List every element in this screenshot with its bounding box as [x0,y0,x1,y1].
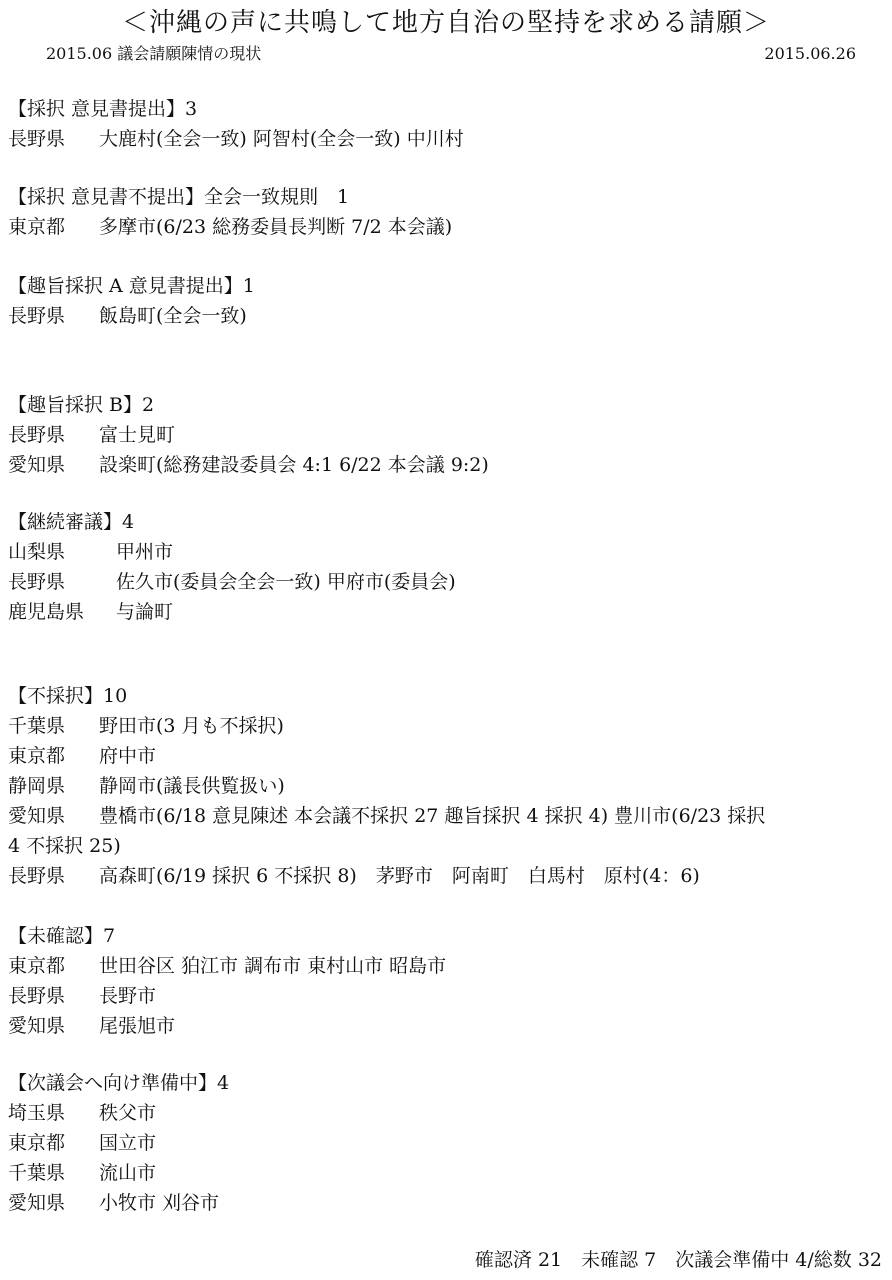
list-item [8,538,888,568]
status-section [8,95,888,155]
list-item [8,302,888,332]
list-item [8,742,888,772]
section-heading: 【未確認】7 [8,925,116,947]
prefecture-label: 長野県 [8,305,66,327]
municipality-list: 長野市 [99,985,157,1007]
municipality-list: 尾張旭市 [99,1015,176,1037]
prefecture-label: 鹿児島県 [8,601,85,623]
list-item [8,802,888,832]
prefecture-label: 長野県 [8,985,66,1007]
municipality-list: 設楽町(総務建設委員会 4:1 6/22 本会議 9:2) [99,454,489,476]
document-subtitle: 2015.06 議会請願陳情の現状 [46,44,262,63]
list-item [8,421,888,451]
prefecture-label: 千葉県 [8,715,66,737]
prefecture-label: 長野県 [8,571,66,593]
list-item [8,772,888,802]
prefecture-label: 静岡県 [8,775,66,797]
list-item [8,598,888,628]
prefecture-label: 千葉県 [8,1162,66,1184]
prefecture-label: 愛知県 [8,1192,66,1214]
prefecture-label: 長野県 [8,865,66,887]
prefecture-label: 愛知県 [8,1015,66,1037]
status-section [8,183,888,243]
municipality-list: 世田谷区 狛江市 調布市 東村山市 昭島市 [99,955,447,977]
section-heading: 【継続審議】4 [8,511,135,533]
municipality-list: 府中市 [99,745,157,767]
municipality-list: 与論町 [116,601,174,623]
prefecture-label: 東京都 [8,1132,66,1154]
list-item [8,712,888,742]
summary-footer: 確認済 21 未確認 7 次議会準備中 4/総数 32 [474,1249,882,1271]
status-section [8,682,888,892]
section-heading: 【次議会へ向け準備中】4 [8,1072,230,1094]
status-section [8,1069,888,1219]
municipality-list: 国立市 [99,1132,157,1154]
prefecture-label: 愛知県 [8,805,66,827]
prefecture-label: 東京都 [8,955,66,977]
municipality-list: 飯島町(全会一致) [99,305,247,327]
municipality-list: 高森町(6/19 採択 6 不採択 8) 茅野市 阿南町 白馬村 原村(4：6) [99,865,700,887]
section-heading: 【趣旨採択 A 意見書提出】1 [8,275,255,297]
municipality-list: 富士見町 [99,424,176,446]
municipality-list: 4 不採択 25) [8,835,121,857]
section-heading: 【不採択】10 [8,685,128,707]
municipality-list: 多摩市(6/23 総務委員長判断 7/2 本会議) [99,216,453,238]
list-item [8,451,888,481]
municipality-list: 豊橋市(6/18 意見陳述 本会議不採択 27 趣旨採択 4 採択 4) 豊川市(6/23 採択 [99,805,766,827]
section-heading: 【趣旨採択 B】2 [8,394,155,416]
status-section [8,508,888,628]
document-date: 2015.06.26 [764,44,856,63]
section-heading: 【採択 意見書不提出】全会一致規則 1 [8,186,350,208]
prefecture-label: 山梨県 [8,541,66,563]
document-title: ＜沖縄の声に共鳴して地方自治の堅持を求める請願＞ [121,8,770,38]
municipality-list: 秩父市 [99,1102,157,1124]
prefecture-label: 長野県 [8,128,66,150]
status-section [8,922,888,1042]
prefecture-label: 長野県 [8,424,66,446]
list-item [8,1189,888,1219]
list-item [8,1012,888,1042]
municipality-list: 小牧市 刈谷市 [99,1192,220,1214]
municipality-list: 大鹿村(全会一致) 阿智村(全会一致) 中川村 [99,128,464,150]
municipality-list: 流山市 [99,1162,157,1184]
list-item [8,568,888,598]
list-item [8,862,888,892]
municipality-list: 佐久市(委員会全会一致) 甲府市(委員会) [116,571,456,593]
list-item [8,982,888,1012]
list-item [8,213,888,243]
section-heading: 【採択 意見書提出】3 [8,98,198,120]
status-section [8,272,888,332]
list-item [8,125,888,155]
prefecture-label: 東京都 [8,745,66,767]
municipality-list: 甲州市 [116,541,174,563]
list-item [8,832,888,862]
municipality-list: 静岡市(議長供覧扱い) [99,775,285,797]
list-item [8,1129,888,1159]
list-item [8,952,888,982]
list-item [8,1159,888,1189]
prefecture-label: 東京都 [8,216,66,238]
status-section [8,391,888,481]
prefecture-label: 愛知県 [8,454,66,476]
list-item [8,1099,888,1129]
prefecture-label: 埼玉県 [8,1102,66,1124]
municipality-list: 野田市(3 月も不採択) [99,715,284,737]
